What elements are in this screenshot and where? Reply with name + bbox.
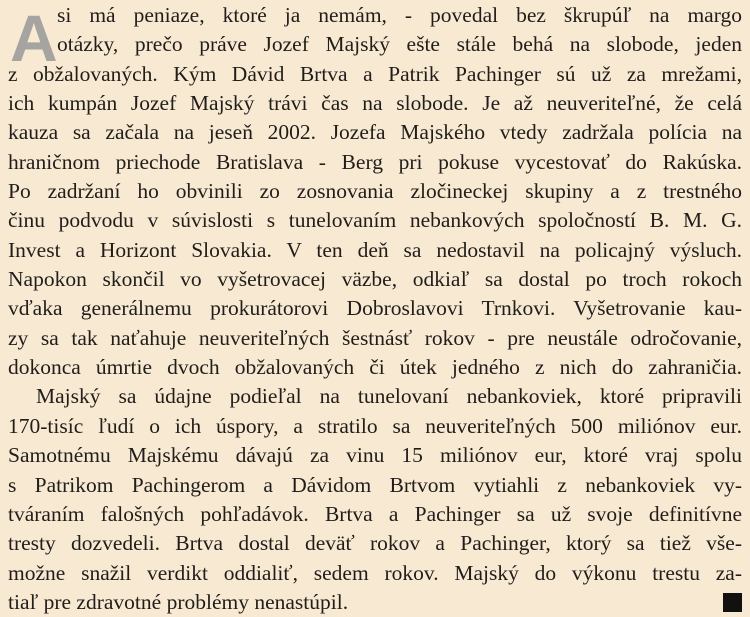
- drop-cap-letter: A: [10, 1, 58, 75]
- article-body: [8, 1, 742, 617]
- text-line: 170-tisíc ľudí o ich úspory, a stratilo sa neuveriteľných 500 miliónov eur.: [8, 413, 742, 438]
- text-line: zy sa tak naťahuje neuveriteľných šestnásť rokov - pre neustále odročovanie,: [8, 325, 742, 350]
- text-line: dokonca úmrtie dvoch obžalovaných či útek jedného z nich do zahraničia.: [8, 355, 742, 380]
- text-line: Napokon skončil vo vyšetrovacej väzbe, odkiaľ sa dostal po troch rokoch: [8, 267, 742, 292]
- text-line: možne snažil verdikt oddialiť, sedem rokov. Majský do výkonu trestu za-: [8, 560, 742, 585]
- text-line: Samotnému Majskému dávajú za vinu 15 miliónov eur, ktoré vraj spolu: [8, 443, 742, 468]
- last-line-text: tiaľ pre zdravotné problémy nenastúpil.: [8, 589, 349, 614]
- text-line: hraničnom priechode Bratislava - Berg pri pokuse vycestovať do Rakúska.: [8, 149, 742, 174]
- end-of-article-marker: [723, 593, 742, 612]
- text-line: z obžalovaných. Kým Dávid Brtva a Patrik Pachinger sú už za mrežami,: [8, 61, 742, 86]
- text-line: s Patrikom Pachingerom a Dávidom Brtvom vytiahli z nebankoviek vy-: [8, 472, 742, 497]
- text-line: tváraním falošných pohľadávok. Brtva a Pachinger sa už svoje definitívne: [8, 501, 742, 526]
- text-line: činu podvodu v súvislosti s tunelovaním nebankových spoločností B. M. G.: [8, 208, 742, 233]
- text-line: otázky, prečo práve Jozef Majský ešte stále behá na slobode, jeden: [57, 32, 742, 57]
- text-line: Majský sa údajne podieľal na tunelovaní nebankoviek, ktoré pripravili: [36, 384, 742, 409]
- text-line: kauza sa začala na jeseň 2002. Jozefa Majského vtedy zadržala polícia na: [8, 120, 742, 145]
- text-line: ich kumpán Jozef Majský trávi čas na slobode. Je až neuveriteľné, že celá: [8, 91, 742, 116]
- text-line: si má peniaze, ktoré ja nemám, - povedal bez škrupúľ na margo: [57, 3, 742, 27]
- text-line: vďaka generálnemu prokurátorovi Dobroslavovi Trnkovi. Vyšetrovanie kau-: [8, 296, 742, 321]
- text-line: Po zadržaní ho obvinili zo zosnovania zločineckej skupiny a z trestného: [8, 179, 742, 204]
- text-line: [8, 588, 742, 617]
- text-line: Invest a Horizont Slovakia. V ten deň sa nedostavil na policajný výsluch.: [8, 237, 742, 262]
- text-line: tresty dozvedeli. Brtva dostal deväť rokov a Pachinger, ktorý sa tiež vše-: [8, 531, 742, 556]
